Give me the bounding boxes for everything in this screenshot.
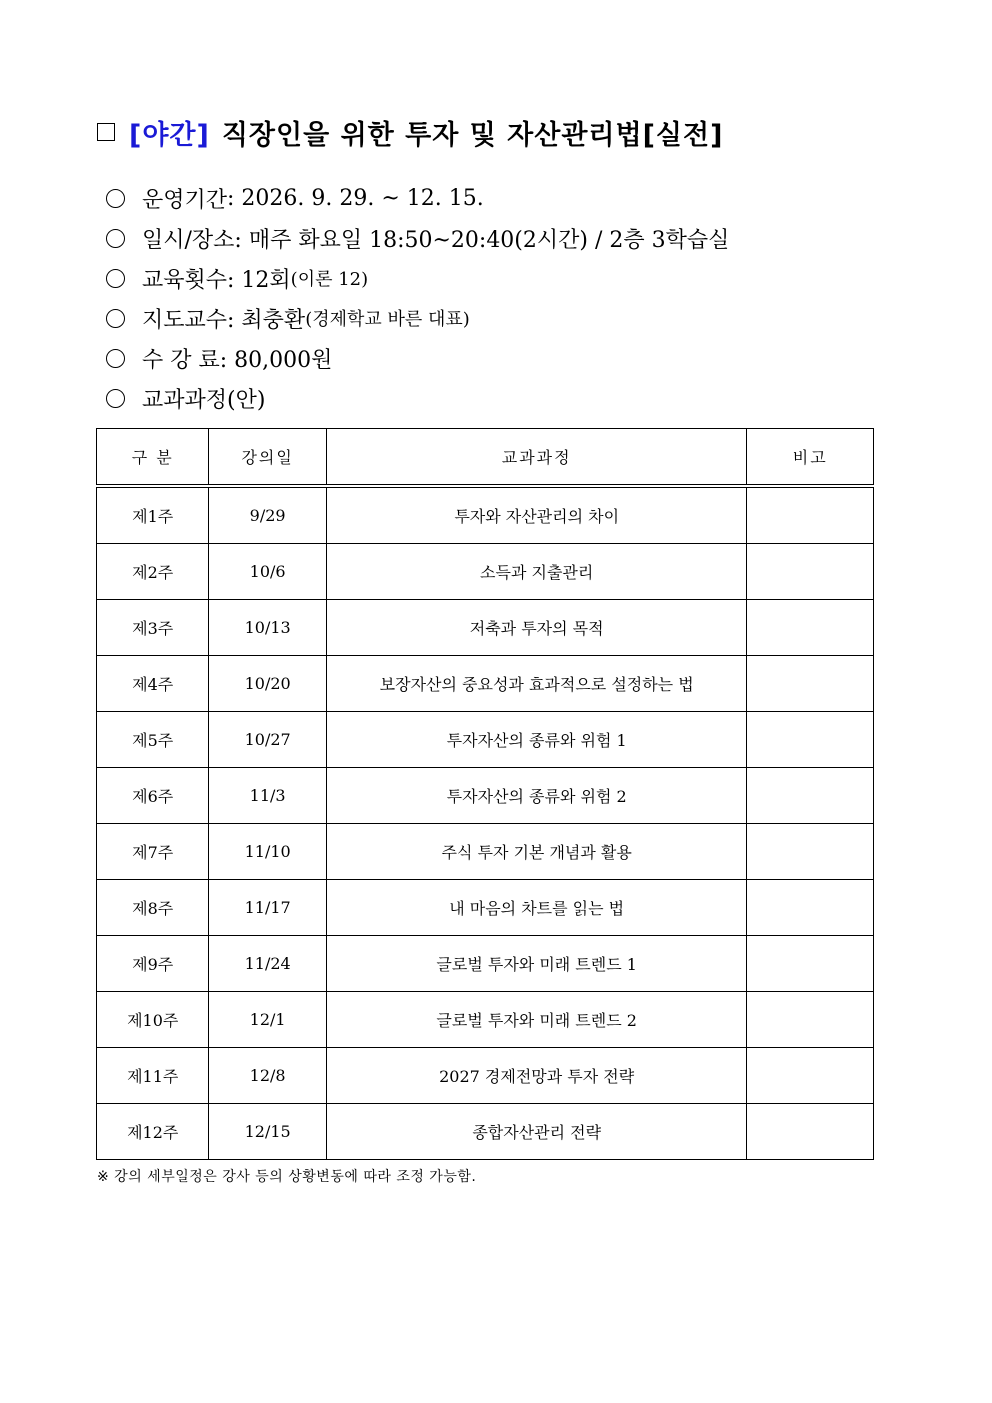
header-date: 강의일	[209, 429, 326, 487]
info-value: : 2026. 9. 29. ~ 12. 15.	[227, 185, 484, 211]
cell-course: 주식 투자 기본 개념과 활용	[326, 824, 747, 880]
info-item-schedule-location	[106, 218, 729, 258]
curriculum-table	[96, 428, 874, 1160]
cell-date: 12/8	[209, 1048, 326, 1104]
info-sub: (이론 12)	[290, 269, 369, 290]
square-bullet-icon	[97, 123, 115, 141]
cell-date: 9/29	[209, 486, 326, 544]
circle-bullet-icon	[106, 269, 125, 288]
cell-note	[747, 600, 874, 656]
cell-week: 제2주	[97, 544, 209, 600]
cell-week: 제7주	[97, 824, 209, 880]
cell-date: 10/6	[209, 544, 326, 600]
info-value: : 12회	[227, 267, 291, 293]
cell-note	[747, 880, 874, 936]
cell-week: 제11주	[97, 1048, 209, 1104]
cell-course: 글로벌 투자와 미래 트렌드 2	[326, 992, 747, 1048]
cell-date: 10/27	[209, 712, 326, 768]
info-value: : 최충환	[227, 307, 306, 333]
circle-bullet-icon	[106, 229, 125, 248]
info-label: 교육횟수	[142, 267, 228, 293]
cell-week: 제4주	[97, 656, 209, 712]
cell-week: 제3주	[97, 600, 209, 656]
cell-course: 내 마음의 차트를 읽는 법	[326, 880, 747, 936]
cell-course: 투자자산의 종류와 위험 1	[326, 712, 747, 768]
cell-course: 투자와 자산관리의 차이	[326, 486, 747, 544]
cell-week: 제9주	[97, 936, 209, 992]
info-label: 운영기간	[142, 187, 228, 213]
cell-note	[747, 544, 874, 600]
table-row	[97, 486, 874, 544]
cell-course: 소득과 지출관리	[326, 544, 747, 600]
table-body	[97, 486, 874, 1160]
table-row	[97, 936, 874, 992]
table-row	[97, 824, 874, 880]
cell-note	[747, 768, 874, 824]
cell-note	[747, 824, 874, 880]
cell-date: 10/20	[209, 656, 326, 712]
cell-date: 10/13	[209, 600, 326, 656]
header-course: 교과과정	[326, 429, 747, 487]
title-prefix: [야간]	[129, 119, 210, 151]
title-main: 직장인을 위한 투자 및 자산관리법[실전]	[221, 119, 724, 151]
cell-note	[747, 936, 874, 992]
cell-course: 글로벌 투자와 미래 트렌드 1	[326, 936, 747, 992]
info-sub: (경제학교 바른 대표)	[305, 309, 470, 330]
table-row	[97, 1048, 874, 1104]
cell-course: 투자자산의 종류와 위험 2	[326, 768, 747, 824]
info-item-period	[106, 178, 729, 218]
cell-week: 제10주	[97, 992, 209, 1048]
table-row	[97, 992, 874, 1048]
info-item-curriculum	[106, 378, 729, 418]
cell-date: 11/24	[209, 936, 326, 992]
info-label: 일시/장소	[142, 227, 235, 253]
table-row	[97, 656, 874, 712]
table-row	[97, 600, 874, 656]
table-header-row	[97, 429, 874, 487]
cell-week: 제6주	[97, 768, 209, 824]
circle-bullet-icon	[106, 189, 125, 208]
info-item-instructor	[106, 298, 729, 338]
cell-course: 2027 경제전망과 투자 전략	[326, 1048, 747, 1104]
header-note: 비고	[747, 429, 874, 487]
cell-date: 12/1	[209, 992, 326, 1048]
info-item-fee	[106, 338, 729, 378]
cell-course: 종합자산관리 전략	[326, 1104, 747, 1160]
footnote: ※ 강의 세부일정은 강사 등의 상황변동에 따라 조정 가능함.	[97, 1169, 477, 1185]
table-row	[97, 544, 874, 600]
info-value: : 매주 화요일 18:50~20:40(2시간) / 2층 3학습실	[234, 227, 730, 253]
info-list	[106, 178, 729, 418]
cell-week: 제5주	[97, 712, 209, 768]
circle-bullet-icon	[106, 349, 125, 368]
header-week: 구 분	[97, 429, 209, 487]
info-item-session-count	[106, 258, 729, 298]
cell-week: 제8주	[97, 880, 209, 936]
cell-date: 11/3	[209, 768, 326, 824]
cell-course: 보장자산의 중요성과 효과적으로 설정하는 법	[326, 656, 747, 712]
info-label: 지도교수	[142, 307, 228, 333]
cell-date: 11/17	[209, 880, 326, 936]
cell-note	[747, 1048, 874, 1104]
cell-date: 11/10	[209, 824, 326, 880]
cell-week: 제12주	[97, 1104, 209, 1160]
table-row	[97, 712, 874, 768]
table-row	[97, 1104, 874, 1160]
circle-bullet-icon	[106, 309, 125, 328]
cell-date: 12/15	[209, 1104, 326, 1160]
cell-note	[747, 1104, 874, 1160]
info-value: : 80,000원	[219, 347, 333, 373]
table-row	[97, 768, 874, 824]
table-row	[97, 880, 874, 936]
cell-note	[747, 712, 874, 768]
cell-note	[747, 486, 874, 544]
cell-course: 저축과 투자의 목적	[326, 600, 747, 656]
document-title	[97, 112, 723, 152]
info-label: 수 강 료	[142, 347, 220, 373]
cell-note	[747, 656, 874, 712]
info-label: 교과과정(안)	[142, 387, 266, 413]
cell-note	[747, 992, 874, 1048]
circle-bullet-icon	[106, 389, 125, 408]
cell-week: 제1주	[97, 486, 209, 544]
